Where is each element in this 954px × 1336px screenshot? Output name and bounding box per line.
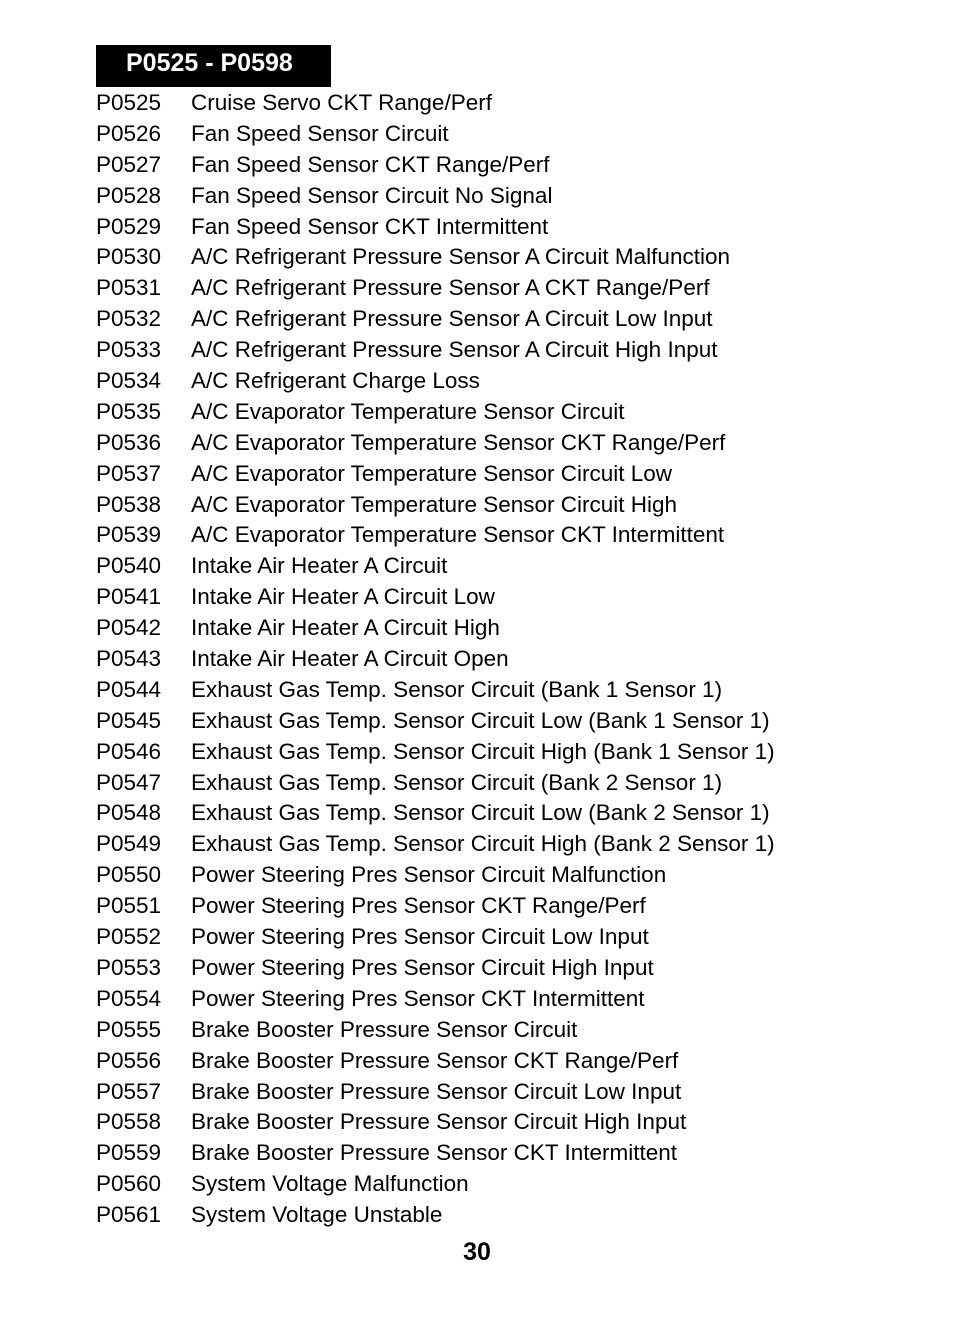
dtc-code: P0554	[96, 985, 162, 1011]
code-row	[96, 675, 916, 706]
dtc-description: Power Steering Pres Sensor CKT Range/Perf	[191, 893, 646, 919]
code-row	[96, 551, 916, 582]
dtc-code: P0555	[96, 1016, 162, 1042]
dtc-description: Exhaust Gas Temp. Sensor Circuit (Bank 2 Sensor 1)	[191, 769, 723, 795]
dtc-description: Power Steering Pres Sensor Circuit Malfunction	[191, 862, 667, 888]
dtc-description: Power Steering Pres Sensor CKT Intermittent	[191, 985, 645, 1011]
code-row	[96, 1169, 916, 1200]
dtc-code: P0530	[96, 244, 162, 270]
dtc-description: Fan Speed Sensor CKT Range/Perf	[191, 151, 550, 177]
dtc-description: A/C Refrigerant Pressure Sensor A Circuit Low Input	[191, 306, 713, 332]
code-row	[96, 428, 916, 459]
dtc-code: P0529	[96, 213, 162, 239]
dtc-description: Exhaust Gas Temp. Sensor Circuit (Bank 1 Sensor 1)	[191, 676, 723, 702]
dtc-description: Intake Air Heater A Circuit Low	[191, 584, 495, 610]
dtc-description: Intake Air Heater A Circuit	[191, 553, 448, 579]
dtc-code: P0546	[96, 738, 162, 764]
dtc-code: P0552	[96, 924, 162, 950]
dtc-description: Fan Speed Sensor CKT Intermittent	[191, 213, 549, 239]
dtc-description: Brake Booster Pressure Sensor Circuit Low Input	[191, 1078, 682, 1104]
dtc-description: Fan Speed Sensor Circuit No Signal	[191, 182, 553, 208]
dtc-description: Brake Booster Pressure Sensor Circuit High Input	[191, 1109, 687, 1135]
dtc-code: P0559	[96, 1140, 162, 1166]
dtc-code: P0547	[96, 769, 162, 795]
dtc-description: A/C Evaporator Temperature Sensor CKT Range/Perf	[191, 429, 726, 455]
dtc-description: Exhaust Gas Temp. Sensor Circuit Low (Bank 2 Sensor 1)	[191, 800, 770, 826]
dtc-code: P0526	[96, 120, 162, 146]
dtc-description: Intake Air Heater A Circuit Open	[191, 646, 509, 672]
code-row	[96, 119, 916, 150]
dtc-code: P0551	[96, 893, 162, 919]
code-row	[96, 1107, 916, 1138]
code-row	[96, 242, 916, 273]
code-row	[96, 490, 916, 521]
dtc-description: Exhaust Gas Temp. Sensor Circuit High (Bank 2 Sensor 1)	[191, 831, 775, 857]
dtc-code: P0541	[96, 584, 162, 610]
dtc-description: A/C Refrigerant Charge Loss	[191, 368, 480, 394]
dtc-description: Exhaust Gas Temp. Sensor Circuit High (Bank 1 Sensor 1)	[191, 738, 775, 764]
dtc-code: P0548	[96, 800, 162, 826]
dtc-code: P0557	[96, 1078, 162, 1104]
dtc-code: P0556	[96, 1047, 162, 1073]
code-list	[96, 88, 916, 1231]
dtc-code: P0535	[96, 398, 162, 424]
code-row	[96, 181, 916, 212]
dtc-code: P0531	[96, 275, 162, 301]
dtc-description: A/C Refrigerant Pressure Sensor A Circuit High Input	[191, 337, 718, 363]
code-row	[96, 1015, 916, 1046]
code-row	[96, 1046, 916, 1077]
dtc-code: P0534	[96, 368, 162, 394]
code-row	[96, 1138, 916, 1169]
code-row	[96, 891, 916, 922]
section-title: P0525 - P0598	[126, 49, 293, 77]
dtc-description: Exhaust Gas Temp. Sensor Circuit Low (Bank 1 Sensor 1)	[191, 707, 770, 733]
code-row	[96, 335, 916, 366]
code-row	[96, 366, 916, 397]
dtc-description: A/C Refrigerant Pressure Sensor A Circuit Malfunction	[191, 244, 730, 270]
dtc-code: P0558	[96, 1109, 162, 1135]
dtc-code: P0550	[96, 862, 162, 888]
dtc-code: P0549	[96, 831, 162, 857]
code-row	[96, 459, 916, 490]
code-row	[96, 88, 916, 119]
code-row	[96, 768, 916, 799]
dtc-description: Power Steering Pres Sensor Circuit Low Input	[191, 924, 649, 950]
code-row	[96, 922, 916, 953]
dtc-code: P0537	[96, 460, 162, 486]
dtc-code: P0544	[96, 676, 162, 702]
dtc-description: A/C Evaporator Temperature Sensor CKT Intermittent	[191, 522, 725, 548]
code-row	[96, 829, 916, 860]
dtc-description: Power Steering Pres Sensor Circuit High Input	[191, 954, 654, 980]
code-row	[96, 582, 916, 613]
dtc-description: Fan Speed Sensor Circuit	[191, 120, 449, 146]
dtc-code: P0545	[96, 707, 162, 733]
code-row	[96, 953, 916, 984]
dtc-code: P0528	[96, 182, 162, 208]
dtc-code: P0525	[96, 90, 162, 115]
code-row	[96, 613, 916, 644]
dtc-description: System Voltage Malfunction	[191, 1171, 469, 1197]
dtc-description: A/C Evaporator Temperature Sensor Circuit	[191, 398, 625, 424]
dtc-code: P0538	[96, 491, 162, 517]
dtc-description: Brake Booster Pressure Sensor CKT Range/Perf	[191, 1047, 679, 1073]
dtc-description: Intake Air Heater A Circuit High	[191, 615, 500, 641]
code-row	[96, 644, 916, 675]
dtc-code: P0539	[96, 522, 162, 548]
dtc-code: P0543	[96, 646, 162, 672]
dtc-description: Brake Booster Pressure Sensor CKT Intermittent	[191, 1140, 678, 1166]
code-row	[96, 1077, 916, 1108]
section-header	[96, 45, 331, 87]
code-row	[96, 273, 916, 304]
code-row	[96, 304, 916, 335]
dtc-description: Brake Booster Pressure Sensor Circuit	[191, 1016, 578, 1042]
dtc-code: P0560	[96, 1171, 162, 1197]
dtc-code: P0536	[96, 429, 162, 455]
code-row	[96, 798, 916, 829]
dtc-code: P0533	[96, 337, 162, 363]
dtc-code: P0542	[96, 615, 162, 641]
code-row	[96, 860, 916, 891]
code-row	[96, 706, 916, 737]
dtc-code: P0527	[96, 151, 162, 177]
code-row	[96, 150, 916, 181]
dtc-description: A/C Refrigerant Pressure Sensor A CKT Range/Perf	[191, 275, 710, 301]
dtc-code: P0540	[96, 553, 162, 579]
code-row	[96, 737, 916, 768]
code-row	[96, 1200, 916, 1231]
dtc-code: P0553	[96, 954, 162, 980]
dtc-description: System Voltage Unstable	[191, 1202, 443, 1228]
dtc-description: A/C Evaporator Temperature Sensor Circuit Low	[191, 460, 673, 486]
code-row	[96, 984, 916, 1015]
dtc-code: P0561	[96, 1202, 162, 1228]
code-row	[96, 212, 916, 243]
page-number: 30	[463, 1238, 491, 1266]
dtc-description: Cruise Servo CKT Range/Perf	[191, 90, 492, 115]
code-row	[96, 520, 916, 551]
code-row	[96, 397, 916, 428]
dtc-description: A/C Evaporator Temperature Sensor Circuit High	[191, 491, 678, 517]
dtc-code: P0532	[96, 306, 162, 332]
